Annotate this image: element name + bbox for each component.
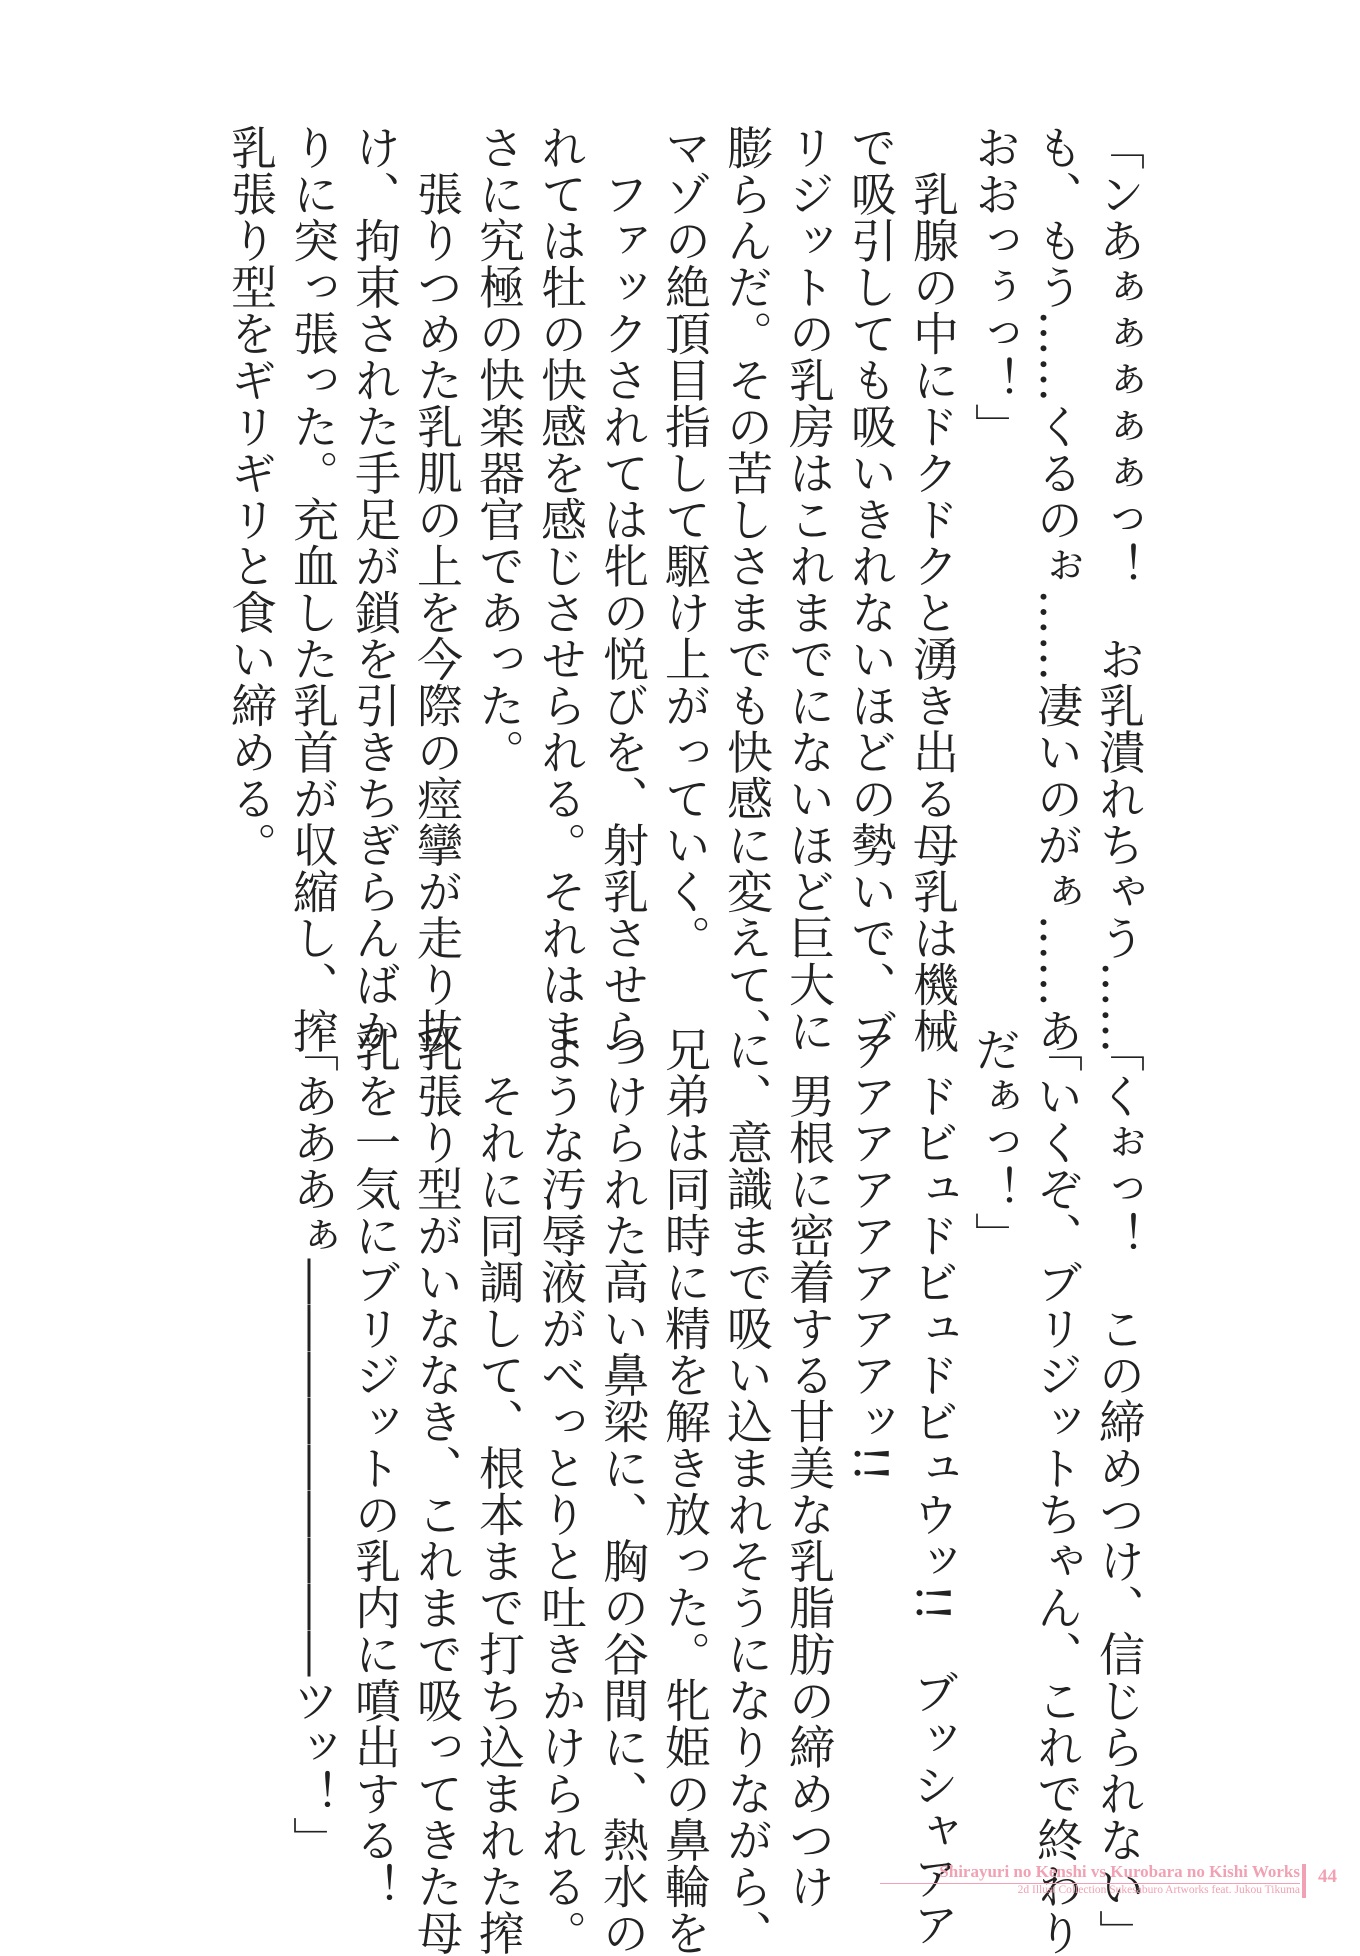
text-column: りに突っ張った。充血した乳首が収縮し、搾	[286, 124, 340, 1054]
text-column: 「ンあぁぁぁぁぁっ！ お乳潰れちゃう……	[1092, 124, 1146, 1054]
text-column: に、意識まで吸い込まれそうになりながら、	[720, 1026, 774, 1956]
text-column: 乳を一気にブリジットの乳内に噴出する！	[348, 1026, 402, 1910]
text-column: アアアアアアアアッ!!	[844, 1026, 898, 1483]
text-column: ような汚辱液がべっとりと吐きかけられる。	[534, 1026, 588, 1956]
text-column: 乳張り型がいななき、これまで吸ってきた母	[410, 1026, 464, 1956]
text-column: ドビュドビュドビュウッ!! ブッシャアア	[906, 1026, 960, 1948]
text-column: 乳張り型をギリギリと食い締める。	[224, 124, 278, 868]
text-column: 乳腺の中にドクドクと湧き出る母乳は機械	[906, 124, 960, 1054]
text-column: マゾの絶頂目指して駆け上がっていく。	[658, 124, 712, 961]
text-column: れては牡の快感を感じさせられる。それはま	[534, 124, 588, 1054]
text-column: つけられた高い鼻梁に、胸の谷間に、熱水の	[596, 1026, 650, 1956]
footer	[880, 1862, 1300, 1896]
text-column: だぁっ！」	[968, 1026, 1022, 1259]
footer-divider	[1302, 1864, 1306, 1898]
footer-title: Shirayuri no Kenshi vs Kurobara no Kishi Works	[880, 1862, 1300, 1884]
text-column: 兄弟は同時に精を解き放った。牝姫の鼻輪を	[658, 1026, 712, 1956]
text-column: ファックされては牝の悦びを、射乳させら	[596, 124, 650, 1054]
text-column: 「あああぁ―――――――――ツッ！」	[286, 1026, 340, 1863]
text-column: 膨らんだ。その苦しさまでも快感に変えて、	[720, 124, 774, 1054]
lower-text-block	[220, 1026, 1150, 1956]
footer-subtitle: 2d Illust Collection Sukesaburo Artworks feat. Jukou Tikuma	[1017, 1884, 1300, 1896]
text-column: おおっぅっ！」	[968, 124, 1022, 450]
text-column: 張りつめた乳肌の上を今際の痙攣が走り抜	[410, 124, 464, 1054]
text-column: それに同調して、根本まで打ち込まれた搾	[472, 1026, 526, 1956]
text-column: 男根に密着する甘美な乳脂肪の締めつけ	[782, 1026, 836, 1910]
text-column: さに究極の快楽器官であった。	[472, 124, 526, 775]
text-column: け、拘束された手足が鎖を引きちぎらんばか	[348, 124, 402, 1054]
page-number: 44	[1318, 1866, 1337, 1887]
text-column: で吸引しても吸いきれないほどの勢いで、ブ	[844, 124, 898, 1054]
text-column: リジットの乳房はこれまでにないほど巨大に	[782, 124, 836, 1054]
text-column: も、もう……くるのぉ……凄いのがぁ……あ	[1030, 124, 1084, 1054]
text-column: 「くぉっ！ この締めつけ、信じられない」	[1092, 1026, 1146, 1956]
text-column: 「いくぞ、ブリジットちゃん、これで終わり	[1030, 1026, 1084, 1956]
upper-text-block	[220, 124, 1150, 1054]
